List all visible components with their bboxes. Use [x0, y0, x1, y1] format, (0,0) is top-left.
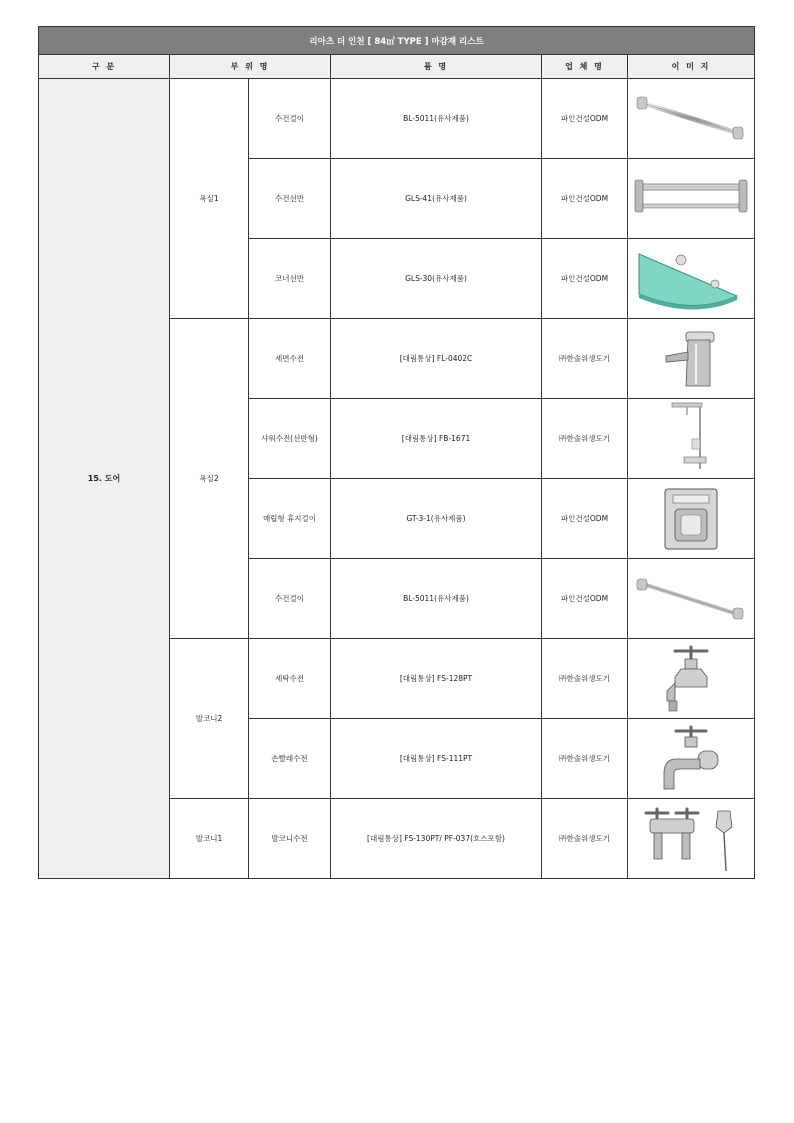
product-cell: BL-5011(유사제품): [331, 79, 542, 159]
company-cell: 파인건설ODM: [542, 479, 628, 559]
product-cell: GLS-41(유사제품): [331, 159, 542, 239]
part-cell: 수건걸이: [249, 79, 331, 159]
image-cell: [628, 639, 755, 719]
product-cell: [대림통상] FS-111PT: [331, 719, 542, 799]
part-cell: 발코니수전: [249, 799, 331, 879]
company-cell: ㈜한솔위생도기: [542, 799, 628, 879]
shower-column-icon: [666, 401, 716, 477]
image-cell: [628, 559, 755, 639]
corner-shelf-icon: [633, 246, 749, 312]
header-company: 업 체 명: [542, 55, 628, 79]
company-cell: 파인건설ODM: [542, 559, 628, 639]
part-cell: 코너선반: [249, 239, 331, 319]
image-cell: [628, 399, 755, 479]
group-cell: 욕실1: [170, 79, 249, 319]
laundry-faucet-icon: [658, 723, 724, 795]
part-cell: 수건선반: [249, 159, 331, 239]
image-cell: [628, 479, 755, 559]
company-cell: ㈜한솔위생도기: [542, 319, 628, 399]
image-cell: [628, 239, 755, 319]
table-row: [39, 79, 755, 159]
product-cell: GLS-30(유사제품): [331, 239, 542, 319]
basin-faucet-icon: [656, 326, 726, 392]
image-cell: [628, 319, 755, 399]
company-cell: ㈜한솔위생도기: [542, 719, 628, 799]
product-cell: [대림통상] FL-0402C: [331, 319, 542, 399]
company-cell: 파인건설ODM: [542, 79, 628, 159]
company-cell: 파인건설ODM: [542, 239, 628, 319]
towel-shelf-icon: [633, 174, 749, 224]
image-cell: [628, 159, 755, 239]
part-cell: 손빨래수전: [249, 719, 331, 799]
group-cell: 발코니1: [170, 799, 249, 879]
part-cell: 샤워수전(선반형): [249, 399, 331, 479]
part-cell: 매립형 휴지걸이: [249, 479, 331, 559]
product-cell: [대림통상] FS-130PT/ PF-037(호스포함): [331, 799, 542, 879]
company-cell: 파인건설ODM: [542, 159, 628, 239]
washer-faucet-icon: [661, 643, 721, 715]
finish-material-table: [38, 26, 755, 879]
company-cell: ㈜한솔위생도기: [542, 399, 628, 479]
paper-holder-icon: [661, 485, 721, 553]
product-cell: [대림통상] FB-1671: [331, 399, 542, 479]
product-cell: [대림통상] FS-128PT: [331, 639, 542, 719]
company-cell: ㈜한솔위생도기: [542, 639, 628, 719]
towel-bar-icon: [633, 89, 749, 149]
part-cell: 세탁수전: [249, 639, 331, 719]
header-location: 부 위 명: [170, 55, 331, 79]
part-cell: 수건걸이: [249, 559, 331, 639]
image-cell: [628, 799, 755, 879]
product-cell: GT-3-1(유사제품): [331, 479, 542, 559]
image-cell: [628, 719, 755, 799]
part-cell: 세면수전: [249, 319, 331, 399]
towel-bar-icon: [633, 574, 749, 624]
group-cell: 욕실2: [170, 319, 249, 639]
group-cell: 발코니2: [170, 639, 249, 799]
category-cell: 15. 도어: [39, 79, 170, 879]
product-cell: BL-5011(유사제품): [331, 559, 542, 639]
balcony-faucet-icon: [636, 803, 746, 875]
table-title: 리아츠 더 인천 [ 84㎡ TYPE ] 마감재 리스트: [39, 27, 755, 55]
header-product: 품 명: [331, 55, 542, 79]
header-category: 구 분: [39, 55, 170, 79]
header-image: 이 미 지: [628, 55, 755, 79]
image-cell: [628, 79, 755, 159]
